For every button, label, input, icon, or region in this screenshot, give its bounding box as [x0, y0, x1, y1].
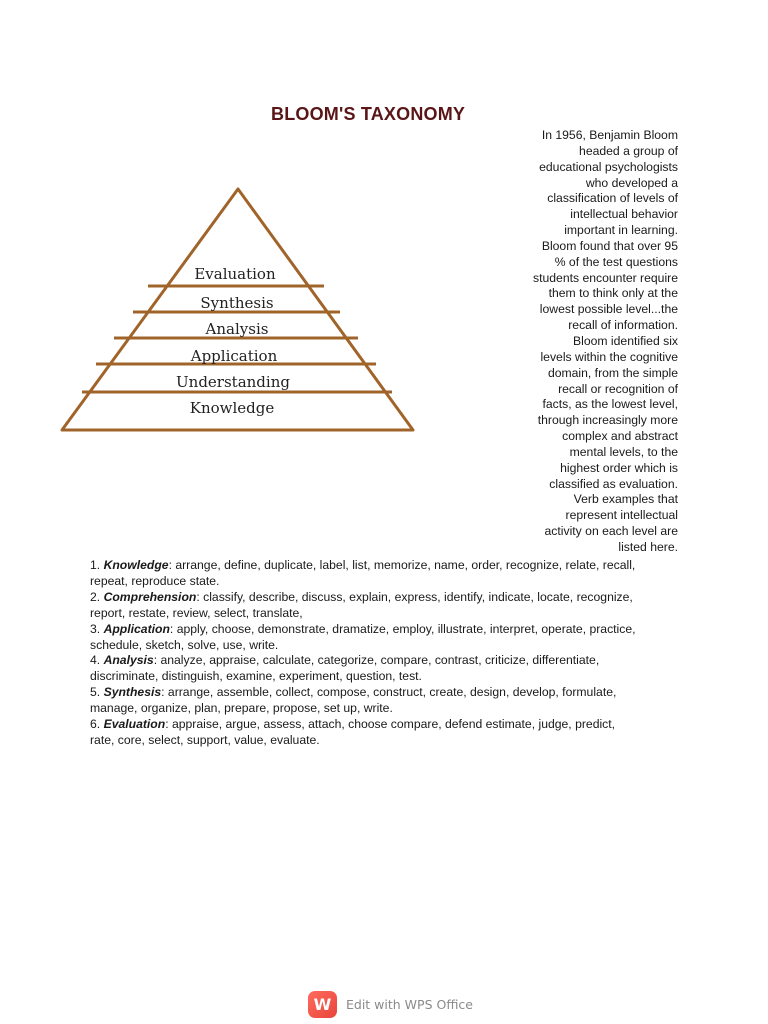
intro-line: recall or recognition of: [558, 381, 678, 396]
level-name: Application: [103, 621, 170, 636]
intro-line: lowest possible level...the: [539, 302, 678, 317]
intro-line: Verb examples that: [573, 492, 678, 507]
verb-item-comprehension: 2. Comprehension: classify, describe, discuss, explain, express, identify, indicate, locate, recognize,: [90, 589, 633, 604]
intro-line: levels within the cognitive: [540, 349, 678, 364]
verb-item-continuation: schedule, sketch, solve, use, write.: [90, 637, 279, 652]
intro-line: domain, from the simple: [547, 365, 678, 380]
pyramid-level-understanding: Understanding: [176, 373, 290, 391]
pyramid-level-evaluation: Evaluation: [194, 265, 276, 283]
pyramid-level-analysis: Analysis: [205, 320, 269, 338]
page-title: BLOOM'S TAXONOMY: [271, 104, 466, 124]
intro-line: activity on each level are: [544, 524, 678, 539]
verb-item-continuation: repeat, reproduce state.: [90, 573, 220, 588]
intro-line: % of the test questions: [554, 254, 678, 269]
verb-item-synthesis: 5. Synthesis: arrange, assemble, collect, compose, construct, create, design, develop, formulate,: [90, 685, 617, 700]
intro-line: represent intellectual: [565, 508, 678, 523]
intro-line: students encounter require: [533, 270, 678, 285]
intro-line: through increasingly more: [537, 413, 678, 428]
verb-item-continuation: discriminate, distinguish, examine, experiment, question, test.: [90, 669, 422, 684]
level-name: Comprehension: [103, 589, 197, 604]
intro-line: intellectual behavior: [570, 207, 678, 222]
intro-line: classified as evaluation.: [549, 476, 678, 491]
verb-item-knowledge: 1. Knowledge: arrange, define, duplicate, label, list, memorize, name, order, recognize, relate, recall,: [90, 558, 636, 572]
verb-examples-list: [90, 558, 678, 749]
verb-item-continuation: report, restate, review, select, translate,: [90, 605, 303, 620]
intro-line: them to think only at the: [548, 286, 678, 301]
wps-edit-text: Edit with WPS Office: [346, 997, 473, 1012]
verb-item-continuation: rate, core, select, support, value, evaluate.: [90, 732, 320, 747]
level-name: Analysis: [103, 653, 154, 668]
pyramid-level-synthesis: Synthesis: [200, 294, 274, 312]
wps-logo-icon: W: [308, 991, 337, 1018]
verb-item-evaluation: 6. Evaluation: appraise, argue, assess, attach, choose compare, defend estimate, judge, predict,: [90, 717, 616, 732]
verb-item-continuation: manage, organize, plan, prepare, propose, set up, write.: [90, 701, 393, 716]
intro-line: complex and abstract: [562, 429, 678, 444]
intro-line: Bloom identified six: [573, 333, 678, 348]
intro-paragraph: [505, 128, 678, 556]
wps-edit-link[interactable]: [308, 991, 473, 1018]
level-name: Evaluation: [103, 717, 166, 732]
bloom-pyramid-diagram: [58, 186, 418, 436]
pyramid-level-application: Application: [190, 347, 278, 365]
intro-line: In 1956, Benjamin Bloom: [541, 128, 678, 142]
intro-line: highest order which is: [560, 460, 678, 475]
intro-line: Bloom found that over 95: [541, 238, 678, 253]
intro-line: headed a group of: [579, 143, 678, 158]
intro-line: educational psychologists: [539, 159, 678, 174]
intro-line: listed here.: [618, 539, 678, 554]
verb-item-application: 3. Application: apply, choose, demonstrate, dramatize, employ, illustrate, interpret, operate, practice,: [90, 621, 636, 636]
intro-line: facts, as the lowest level,: [542, 397, 678, 412]
pyramid-level-knowledge: Knowledge: [189, 399, 275, 417]
verb-item-analysis: 4. Analysis: analyze, appraise, calculate, categorize, compare, contrast, criticize, differentiate,: [90, 653, 600, 668]
intro-line: important in learning.: [564, 223, 678, 238]
intro-line: classification of levels of: [547, 191, 678, 206]
intro-line: mental levels, to the: [569, 444, 678, 459]
level-name: Knowledge: [103, 558, 169, 572]
intro-line: who developed a: [585, 175, 678, 190]
level-name: Synthesis: [103, 685, 162, 700]
intro-line: recall of information.: [568, 318, 678, 333]
